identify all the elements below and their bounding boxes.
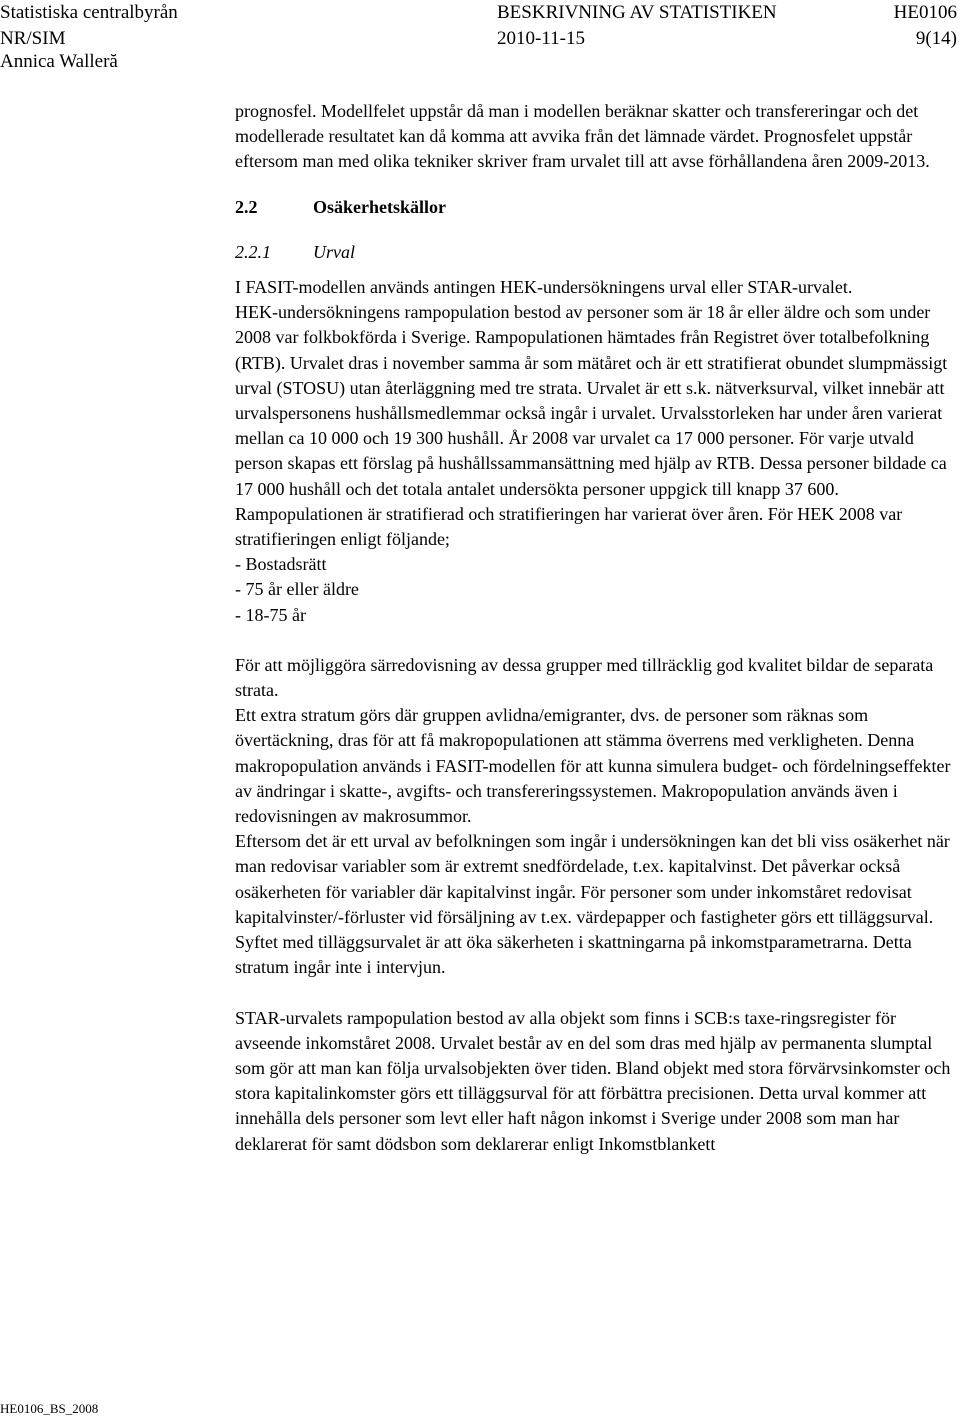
paragraph-extra-stratum: Ett extra stratum görs där gruppen avlidna/emigranter, dvs. de personer som räknas som övertäckning, dras för att få makropopulationen att stämma överrens med verkligheten. Denna makropopulation används i FASIT-modellen för att kunna simulera budget- och fördelningseffekter av ändringar i skatte-, avgifts- och transfereringssystemen. Makropopulation används även i redovisningen av makrosummor. — [235, 705, 951, 827]
paragraph-hek-population: HEK-undersökningens rampopulation bestod av personer som är 18 år eller äldre och som under 2008 var folkbokförda i Sverige. Rampopulationen hämtades från Registret över totalbefolkning (RTB). Urvalet dras i november samma år som mätåret och är ett stratifierat obundet slumpmässigt urval (STOSU) utan återläggning med tre strata. Urvalet är ett s.k. nätverksurval, vilket innebär att urvalspersonens hushållsmedlemmar också ingår i urvalet. Urvalsstorleken har under åren varierat mellan ca 10 000 och 19 300 hushåll. År 2008 var urvalet ca 17 000 personer. För varje utvald person skapas ett förslag på hushållssammansättning med hjälp av RTB. Dessa personer bildade ca 17 000 hushåll och det totala antalet undersökta personer uppgick till knapp 37 600. Rampopulationen är stratifierad och stratifieringen har varierat över åren. För HEK 2008 var stratifieringen enligt följande; — [235, 302, 948, 550]
subsection-number: 2.2.1 — [235, 241, 271, 262]
header-doc-title: BESKRIVNING AV STATISTIKEN — [497, 2, 777, 23]
paragraph-gap — [235, 628, 951, 653]
section-title: Osäkerhetskällor — [313, 196, 446, 217]
section-heading — [235, 195, 951, 220]
paragraph-capital-gains: Eftersom det är ett urval av befolkningen som ingår i undersökningen kan det bli viss osäkerhet när man redovisar variabler som är extremt snedfördelade, t.ex. kapitalvinst. Det påverkar också osäkerheten för variabler där kapitalvinst ingår. För personer som under inkomståret redovisat kapitalvinster/-förluster vid försäljning av t.ex. värdepapper och fastigheter görs ett tilläggsurval. Syftet med tilläggsurvalet är att öka säkerheten i skattningarna på inkomstparametrarna. Detta stratum ingår inte i intervjun. — [235, 831, 950, 978]
header-unit: NR/SIM — [0, 28, 66, 49]
paragraph-star-sample: STAR-urvalets rampopulation bestod av alla objekt som finns i SCB:s taxe-ringsregister för avseende inkomståret 2008. Urvalet består av en del som dras med hjälp av permanenta slumptal som gör att man kan följa urvalsobjekten över tiden. Bland objekt med stora förvärvsinkomster och stora kapitalinkomster görs ett tilläggsurval för att förbättra precisionen. Detta urval kommer att innehålla dels personer som levt eller haft någon inkomst i Sverige under 2008 som man har deklarerat för samt dödsbon som deklarerar enligt Inkomstblankett — [235, 1007, 951, 1154]
list-item: - 18-75 år — [235, 604, 306, 625]
paragraph-gap — [235, 981, 951, 1006]
section-number: 2.2 — [235, 196, 258, 217]
document-body — [235, 99, 951, 1157]
header-page-number: 9(14) — [915, 28, 957, 49]
list-item: - Bostadsrätt — [235, 554, 327, 575]
subsection-heading — [235, 240, 951, 265]
header-date: 2010-11-15 — [497, 28, 585, 49]
paragraph-fasit: I FASIT-modellen används antingen HEK-undersökningens urval eller STAR-urvalet. — [235, 277, 853, 298]
header-organization: Statistiska centralbyrån — [0, 2, 178, 23]
header-doc-code: HE0106 — [893, 2, 957, 23]
subsection-title: Urval — [313, 241, 355, 262]
list-item: - 75 år eller äldre — [235, 579, 359, 600]
paragraph-separate-strata: För att möjliggöra särredovisning av dessa grupper med tillräcklig god kvalitet bildar de separata strata. — [235, 654, 934, 701]
header-author: Annica Walleră — [0, 51, 118, 72]
intro-paragraph: prognosfel. Modellfelet uppstår då man i modellen beräknar skatter och transfereringar och det modellerade resultatet kan då komma att avvika från det lämnade värdet. Prognosfelet uppstår eftersom man med olika tekniker skriver fram urvalet till att avse förhållandena åren 2009-2013. — [235, 101, 930, 172]
footer-code: HE0106_BS_2008 — [0, 1401, 99, 1416]
